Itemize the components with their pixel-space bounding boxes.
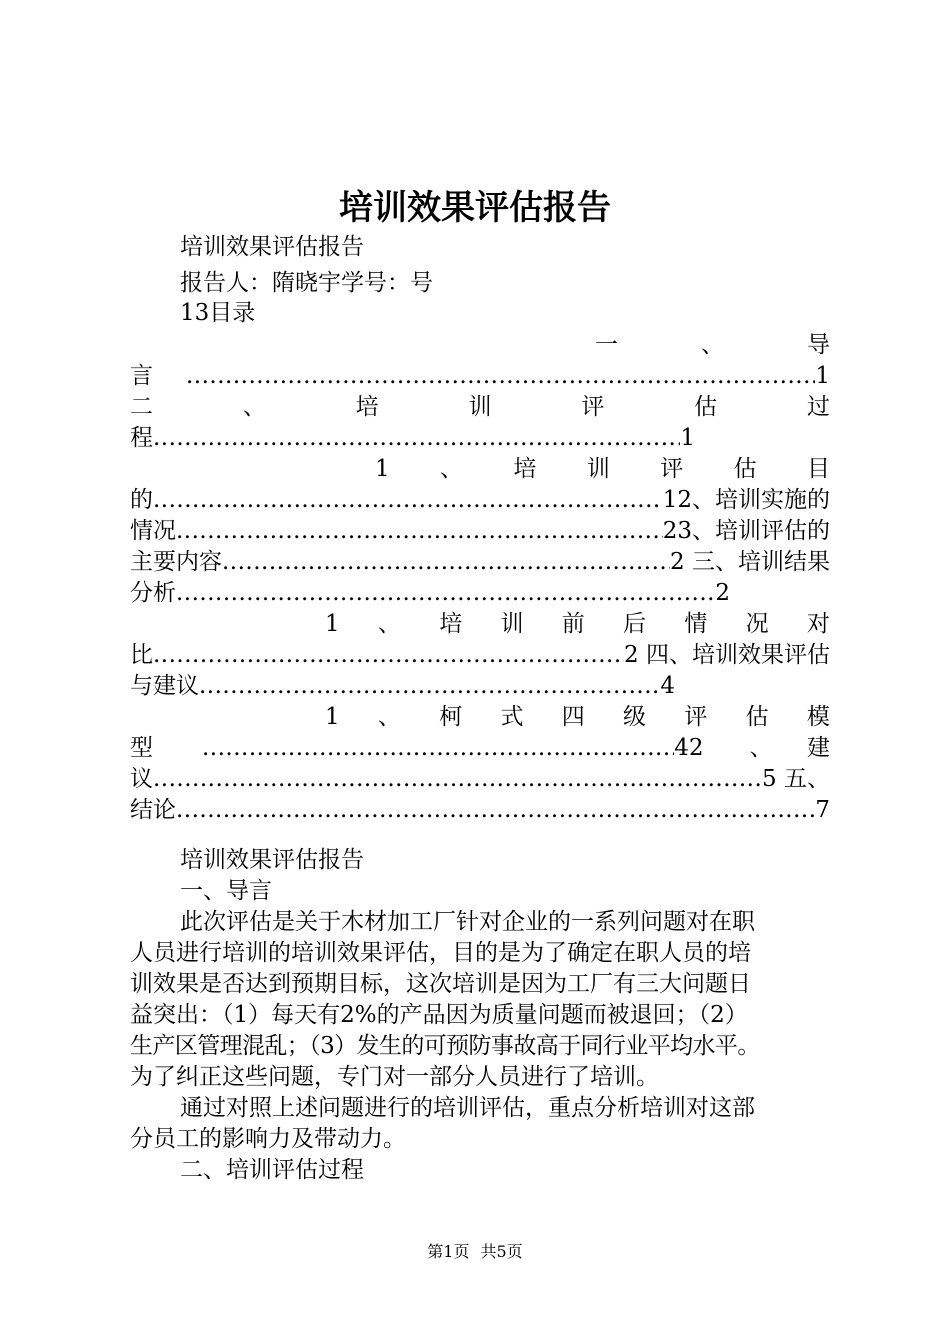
toc-entry-page: 5 五、 <box>762 766 830 792</box>
toc-char: 、 <box>377 611 401 637</box>
toc-char: 评 <box>684 704 708 730</box>
document-title: 培训效果评估报告 <box>339 188 611 228</box>
paragraph-line: 为了纠正这些问题，专门对一部分人员进行了培训。 <box>130 1064 659 1090</box>
toc-entry-label: 议 <box>130 766 153 792</box>
paragraph-line: 训效果是否达到预期目标，这次培训是因为工厂有三大问题日 <box>130 971 751 997</box>
toc-entry-label: 言 <box>130 363 153 389</box>
toc-char: 式 <box>500 704 524 730</box>
toc-entry[interactable] <box>130 547 830 578</box>
page-total: 共5页 <box>480 1242 523 1261</box>
toc-leader <box>202 733 674 764</box>
toc-entry[interactable] <box>130 485 830 516</box>
toc-char: 训 <box>468 394 492 420</box>
toc-entry[interactable] <box>130 361 830 392</box>
paragraph-line: 人员进行培训的培训效果评估，目的是为了确定在职人员的培 <box>130 940 751 966</box>
toc-char: 、 <box>440 456 464 482</box>
toc-entry[interactable] <box>130 733 830 764</box>
toc-char: 估 <box>694 394 718 420</box>
toc-char: 训 <box>500 611 524 637</box>
paragraph-line: 此次评估是关于木材加工厂针对企业的一系列问题对在职 <box>180 909 755 935</box>
toc-char: 后 <box>623 611 647 637</box>
toc-char: 1 <box>325 611 340 637</box>
toc-line <box>130 609 830 640</box>
section-heading-intro: 一、导言 <box>180 878 272 904</box>
header-line-title: 培训效果评估报告 <box>180 234 364 260</box>
toc-entry-label: 情况 <box>130 518 176 544</box>
toc-leader <box>222 547 670 578</box>
toc-entry-page: 1 <box>815 363 830 389</box>
toc-leader <box>199 671 660 702</box>
toc-entry[interactable] <box>130 516 830 547</box>
paragraph-line: 益突出：（1）每天有2%的产品因为质量问题而被退回；（2） <box>130 1002 748 1028</box>
body-heading: 培训效果评估报告 <box>180 847 364 873</box>
toc-entry-page: 23、培训评估的 <box>662 518 830 544</box>
paragraph-line: 分员工的影响力及带动力。 <box>130 1126 406 1152</box>
page-number: 第1页 <box>427 1242 470 1261</box>
toc-char: 、 <box>701 332 724 358</box>
toc-char: 估 <box>733 456 757 482</box>
section-heading-process: 二、培训评估过程 <box>180 1157 364 1183</box>
toc-leader <box>186 361 815 392</box>
toc-entry-page: 7 <box>815 797 830 823</box>
toc-entry-page: 2 三、培训结果 <box>670 549 830 575</box>
toc-entry[interactable] <box>130 578 730 609</box>
toc-leader <box>153 485 663 516</box>
toc-char: 训 <box>586 456 610 482</box>
toc-entry-page: 2 四、培训效果评估 <box>624 642 830 668</box>
header-line-author: 报告人：隋晓宇学号：号 <box>180 270 433 296</box>
toc-entry[interactable] <box>130 423 695 454</box>
toc-leader <box>176 795 815 826</box>
toc-char: 目 <box>806 456 830 482</box>
toc-char: 评 <box>660 456 684 482</box>
toc-char: 况 <box>745 611 769 637</box>
toc-entry[interactable] <box>130 671 675 702</box>
toc-entry-label: 程 <box>130 425 153 451</box>
toc-leader <box>153 423 680 454</box>
toc-char: 1 <box>325 704 340 730</box>
toc-entry[interactable] <box>130 795 830 826</box>
toc-leader <box>176 516 663 547</box>
toc-leader <box>153 764 762 795</box>
toc-char: 一 <box>595 332 618 358</box>
toc-entry-page: 2 <box>715 580 730 606</box>
toc-entry-page: 1 <box>680 425 695 451</box>
toc-entry-label: 的 <box>130 487 153 513</box>
toc-char: 对 <box>806 611 830 637</box>
toc-leader <box>153 640 624 671</box>
toc-entry-label: 分析 <box>130 580 176 606</box>
toc-entry-label: 型 <box>130 735 153 761</box>
toc-leader <box>176 578 715 609</box>
toc-char: 、 <box>242 394 266 420</box>
toc-char: 培 <box>355 394 379 420</box>
toc-char: 估 <box>745 704 769 730</box>
toc-char: 、 <box>377 704 401 730</box>
paragraph-line: 生产区管理混乱；（3）发生的可预防事故高于同行业平均水平。 <box>130 1033 760 1059</box>
toc-char: 培 <box>513 456 537 482</box>
toc-line <box>130 392 830 423</box>
toc-char: 培 <box>439 611 463 637</box>
toc-char: 柯 <box>439 704 463 730</box>
toc-char: 四 <box>561 704 585 730</box>
toc-entry-label: 比 <box>130 642 153 668</box>
toc-entry[interactable] <box>130 764 830 795</box>
toc-entry[interactable] <box>130 640 830 671</box>
header-line-toc-label: 13目录 <box>180 300 256 326</box>
toc-line <box>130 454 830 485</box>
toc-entry-label: 主要内容 <box>130 549 222 575</box>
toc-char: 1 <box>375 456 390 482</box>
toc-line <box>130 702 830 733</box>
toc-char: 导 <box>807 332 830 358</box>
toc-line <box>130 330 830 361</box>
toc-char: 评 <box>581 394 605 420</box>
toc-char: 级 <box>623 704 647 730</box>
toc-char: 模 <box>806 704 830 730</box>
toc-entry-page: 42 、 建 <box>674 735 830 761</box>
toc-char: 前 <box>561 611 585 637</box>
toc-entry-label: 结论 <box>130 797 176 823</box>
page-footer <box>0 1241 950 1263</box>
paragraph-line: 通过对照上述问题进行的培训评估，重点分析培训对这部 <box>180 1095 755 1121</box>
toc-char: 二 <box>130 394 153 420</box>
toc-char: 过 <box>806 394 830 420</box>
toc-char: 情 <box>684 611 708 637</box>
toc-entry-label: 与建议 <box>130 673 199 699</box>
toc-entry-page: 4 <box>660 673 675 699</box>
toc-entry-page: 12、培训实施的 <box>662 487 830 513</box>
